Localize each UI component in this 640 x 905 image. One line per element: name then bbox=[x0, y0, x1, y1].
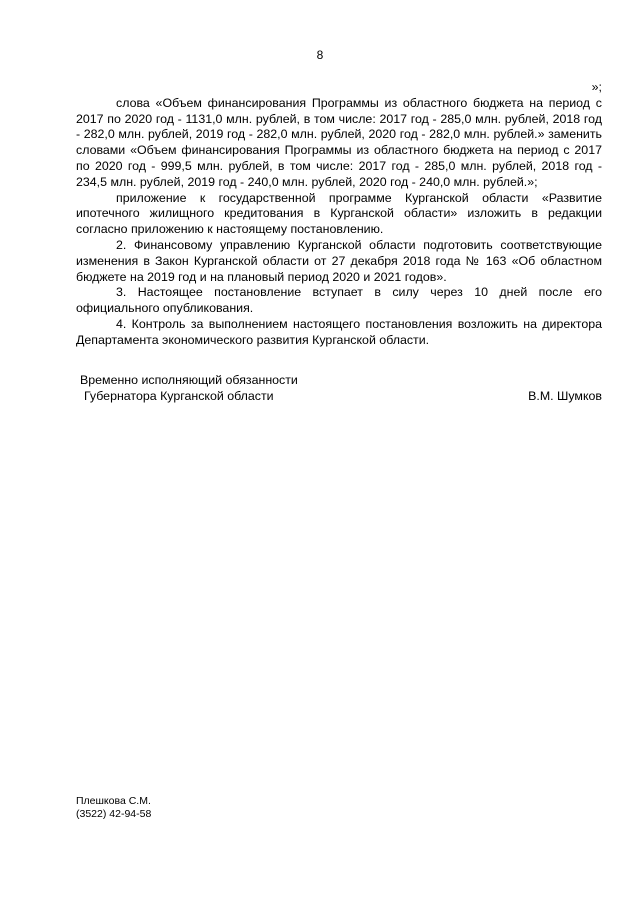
paragraph-item-3: 3. Настоящее постановление вступает в силу через 10 дней после его официального опубликования. bbox=[76, 285, 602, 316]
signer-position-line1: Временно исполняющий обязанности bbox=[80, 373, 298, 387]
paragraph-appendix-amendment: приложение к государственной программе Курганской области «Развитие ипотечного жилищного кредитования в Курганской области» изложить в редакции согласно приложению к настоящему постановлению. bbox=[76, 190, 602, 237]
signer-name: В.М. Шумков bbox=[528, 389, 602, 403]
executor-name: Плешкова С.М. bbox=[76, 795, 151, 807]
executor-phone: (3522) 42-94-58 bbox=[76, 808, 152, 820]
closing-quote: »; bbox=[591, 80, 602, 94]
document-body bbox=[76, 80, 602, 349]
signer-position-line2: Губернатора Курганской области bbox=[84, 389, 274, 403]
paragraph-item-2: 2. Финансовому управлению Курганской области подготовить соответствующие изменения в Закон Курганской области от 27 декабря 2018 года № 163 «Об областном бюджете на 2019 год и на плановый период 2020 и 2021 годов». bbox=[76, 237, 602, 284]
signature-block bbox=[80, 372, 602, 404]
executor-block bbox=[76, 795, 151, 821]
paragraph-item-4: 4. Контроль за выполнением настоящего постановления возложить на директора Департамента экономического развития Курганской области. bbox=[76, 316, 602, 347]
page-number: 8 bbox=[316, 48, 324, 62]
paragraph-financing-amendment: слова «Объем финансирования Программы из областного бюджета на период с 2017 по 2020 год - 1131,0 млн. рублей, в том числе: 2017 год - 285,0 млн. рублей, 2018 год - 282,0 млн. рублей, 2019 год - 282,0 млн. рублей, 2020 год - 282,0 млн. рублей.» заменить словами «Объем финансирования Программы из областного бюджета на период с 2017 по 2020 год - 999,5 млн. рублей, в том числе: 2017 год - 285,0 млн. рублей, 2018 год - 234,5 млн. рублей, 2019 год - 240,0 млн. рублей, 2020 год - 240,0 млн. рублей.»; bbox=[76, 95, 602, 189]
